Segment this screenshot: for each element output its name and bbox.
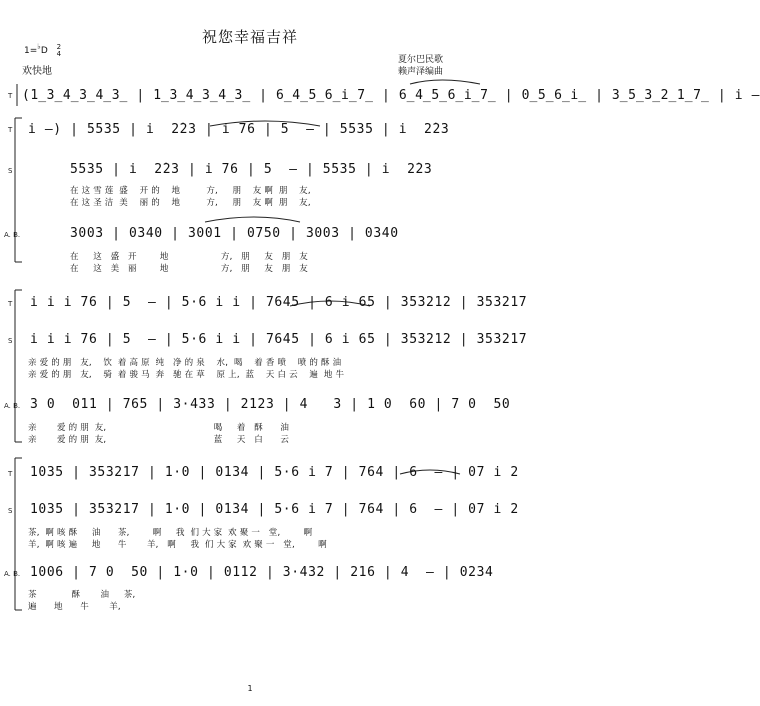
part-label-t: T [8, 126, 13, 134]
system-3-s-lyric-1: 亲 爱 的 朋 友, 饮 着 高 原 纯 净 的 泉 水, 喝 着 香 喷 喷 的 酥 油 [28, 358, 342, 368]
time-top: 2 [56, 42, 62, 51]
system-3-s-notes: i i i 76 | 5 – | 5·6 i i | 7645 | 6 i 65 | 353212 | 353217 [30, 332, 528, 347]
part-label-ab: A. B. [4, 402, 21, 410]
part-label-s: S [8, 167, 13, 175]
system-2-ab-notes: 3003 | 0340 | 3001 | 0750 | 3003 | 0340 [70, 226, 399, 241]
system-4-t-notes: 1035 | 353217 | 1·0 | 0134 | 5·6 i 7 | 764 | 6 – | 07 i 2 [30, 465, 519, 480]
part-label-t: T [8, 92, 13, 100]
part-label-t: T [8, 300, 13, 308]
system-4-s-lyric-2: 羊, 啊 咳 遍 地 牛 羊, 啊 我 们 大 家 欢 聚 一 堂, 啊 [28, 540, 327, 550]
part-label-ab: A. B. [4, 570, 21, 578]
system-2-s-lyric-1: 在 这 雪 莲 盛 开 的 地 方, 朋 友 啊 朋 友, [70, 186, 311, 196]
system-1-t-notes: (1̲3̲4̲3̲4̲3̲ | 1̲3̲4̲3̲4̲3̲ | 6̲4̲5̲6̲i̲7̲ | 6̲4̲5̲6̲i̲7̲ | 0̲5̲6̲i̲ | 3̲5̲3̲2̲1̲7̲ | i – [22, 88, 760, 103]
system-2-s-notes: 5535 | i 2̇23 | i 76 | 5 – | 5535 | i 2̇23 [70, 162, 433, 177]
system-4-ab-notes: 1006 | 7 0 50 | 1·0 | 0112 | 3·432 | 216 | 4 – | 0234 [30, 565, 494, 580]
system-2-ab-lyric-2: 在 这 美 丽 地 方, 朋 友 朋 友 [70, 264, 308, 274]
arranger-credit: 赖声泽编曲 [398, 67, 444, 77]
time-bottom: 4 [56, 49, 62, 58]
system-3-s-lyric-2: 亲 爱 的 朋 友, 骑 着 骏 马 奔 驰 在 草 原 上, 蓝 天 白 云 遍 地 牛 [28, 370, 345, 380]
system-4-ab-lyric-1: 茶 酥 油 茶, [28, 590, 136, 600]
system-2-ab-lyric-1: 在 这 盛 开 地 方, 朋 友 朋 友 [70, 252, 308, 262]
system-4-ab-lyric-2: 遍 地 牛 羊, [28, 602, 121, 612]
flat-sign: ♭ [37, 42, 41, 51]
system-3-ab-lyric-1: 亲 爱 的 朋 友, 喝 着 酥 油 [28, 423, 290, 433]
system-2-s-lyric-2: 在 这 圣 洁 美 丽 的 地 方, 朋 友 啊 朋 友, [70, 198, 311, 208]
key-prefix: 1= [24, 46, 38, 56]
origin-credit: 夏尔巴民歌 [398, 55, 444, 65]
system-4-s-notes: 1035 | 353217 | 1·0 | 0134 | 5·6 i 7 | 764 | 6 – | 07 i 2 [30, 502, 519, 517]
part-label-s: S [8, 337, 13, 345]
system-4-s-lyric-1: 茶, 啊 咳 酥 油 茶, 啊 我 们 大 家 欢 聚 一 堂, 啊 [28, 528, 313, 538]
song-title: 祝您幸福吉祥 [201, 28, 298, 46]
part-label-ab: A. B. [4, 231, 21, 239]
tempo-marking: 欢快地 [22, 66, 52, 77]
page-number: 1 [247, 684, 253, 693]
system-3-ab-lyric-2: 亲 爱 的 朋 友, 蓝 天 白 云 [28, 435, 290, 445]
system-2-t-notes: i –) | 5535 | i 2̇23 | i 76 | 5 – | 5535 | i 2̇23 [28, 122, 450, 137]
system-3-ab-notes: 3 0 011 | 765 | 3·433 | 2123 | 4 3 | 1 0 60 | 7 0 50 [30, 397, 511, 412]
key-note: D [40, 46, 48, 56]
system-3-t-notes: i i i 76 | 5 – | 5·6 i i | 7645 | 6 i 65 | 353212 | 353217 [30, 295, 528, 310]
part-label-s: S [8, 507, 13, 515]
part-label-t: T [8, 470, 13, 478]
